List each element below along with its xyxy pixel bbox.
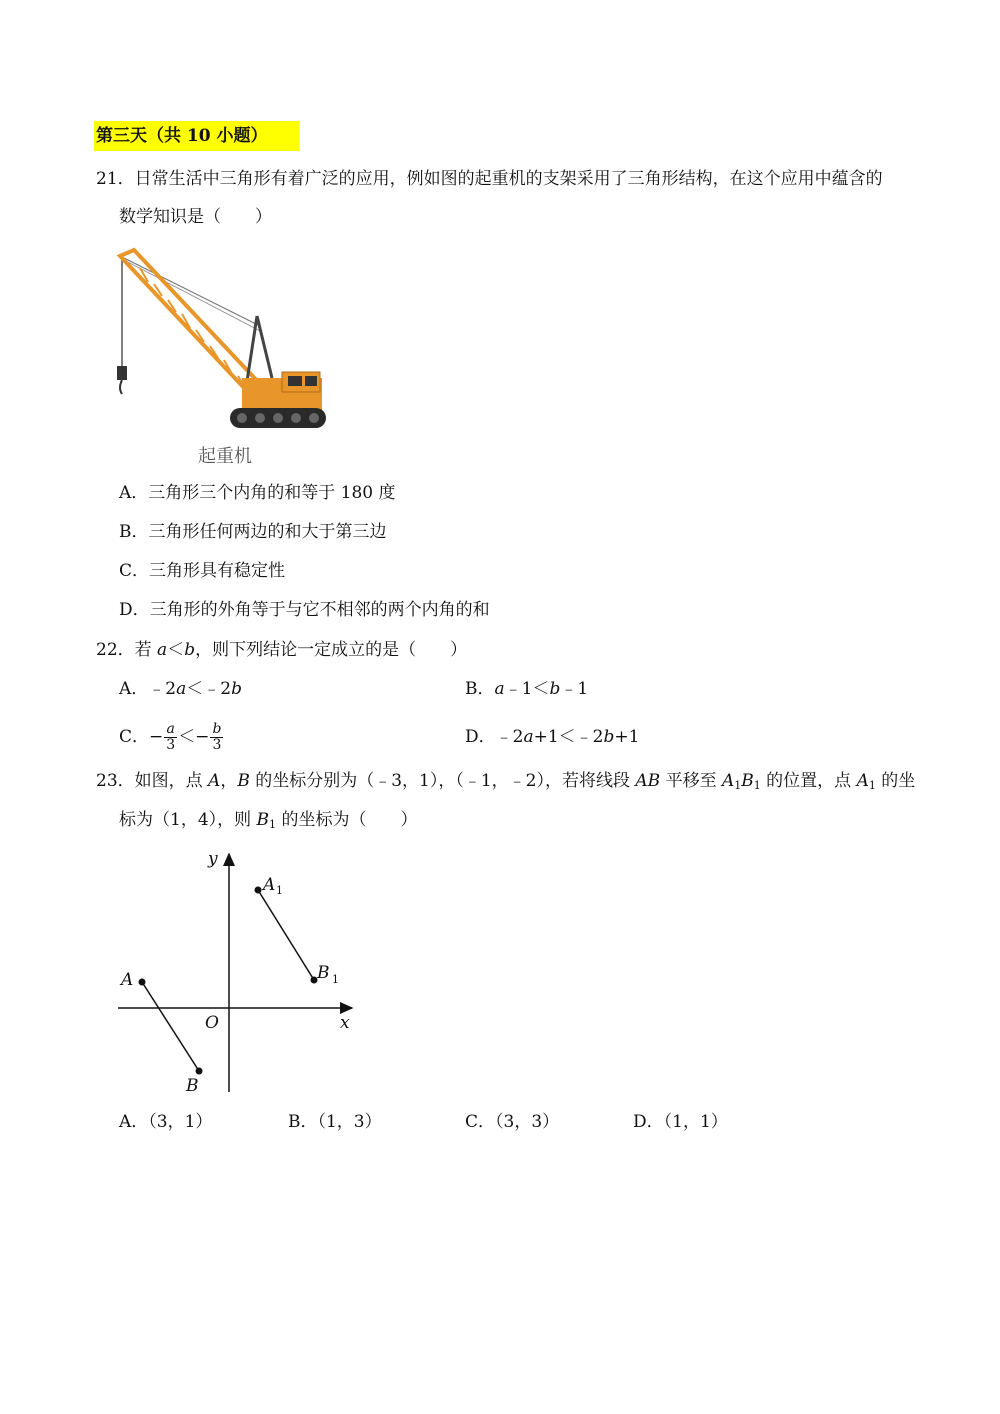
- crane-illustration: [112, 238, 332, 438]
- origin-label: O: [205, 1013, 219, 1033]
- q22-option-d[interactable]: D．﹣2a+1＜﹣2b+1: [465, 727, 640, 747]
- segment-ab: [142, 982, 199, 1071]
- q23-option-b[interactable]: B．（1，3）: [288, 1112, 382, 1132]
- q21-stem-line2: 数学知识是（ ）: [119, 207, 272, 227]
- coordinate-figure: [112, 840, 372, 1100]
- q21-stem-line1: 21．日常生活中三角形有着广泛的应用，例如图的起重机的支架采用了三角形结构，在这个应用中蕴含的: [96, 169, 883, 189]
- label-a1-subscript: 1: [276, 884, 283, 897]
- point-a1: [255, 887, 262, 894]
- q23-stem-line1: 23．如图，点 A，B 的坐标分别为（﹣3，1），（﹣1，﹣2），若将线段 AB 平移至 $A_1B_1$ 的位置，点 $A_1$ 的坐: [96, 771, 916, 792]
- q23-stem-line2: 标为（1，4），则 $B_1$ 的坐标为（ ）: [119, 810, 418, 831]
- label-b1-subscript: 1: [332, 973, 339, 986]
- q21-option-c[interactable]: C．三角形具有稳定性: [119, 561, 286, 581]
- x-axis-label: x: [340, 1013, 350, 1033]
- q22-option-c[interactable]: C．− $\frac{a}{3}$ ＜− $\frac{b}{3}$: [119, 721, 222, 753]
- label-a: A: [121, 970, 134, 990]
- y-axis-label: y: [208, 849, 218, 869]
- q21-option-d[interactable]: D．三角形的外角等于与它不相邻的两个内角的和: [119, 600, 490, 620]
- label-a1: A: [263, 875, 276, 895]
- q23-option-a[interactable]: A．（3，1）: [119, 1112, 213, 1132]
- crane-caption: 起重机: [198, 446, 252, 467]
- q22-stem: 22．若 a＜b，则下列结论一定成立的是（ ）: [96, 640, 468, 660]
- hook-block-icon: [117, 366, 127, 380]
- q21-option-b[interactable]: B．三角形任何两边的和大于第三边: [119, 522, 387, 542]
- q22-option-b[interactable]: B．a﹣1＜b﹣1: [465, 679, 589, 699]
- q23-option-c[interactable]: C．（3，3）: [465, 1112, 560, 1132]
- segment-a1b1: [258, 890, 314, 980]
- section-title: 第三天（共 10 小题）: [94, 121, 299, 151]
- q22-option-a[interactable]: A．﹣2a＜﹣2b: [119, 679, 242, 699]
- point-a: [139, 979, 146, 986]
- point-b: [196, 1068, 203, 1075]
- q23-option-d[interactable]: D．（1，1）: [633, 1112, 728, 1132]
- label-b1: B: [317, 963, 330, 983]
- q21-option-a[interactable]: A．三角形三个内角的和等于 180 度: [119, 483, 396, 503]
- label-b: B: [186, 1076, 199, 1096]
